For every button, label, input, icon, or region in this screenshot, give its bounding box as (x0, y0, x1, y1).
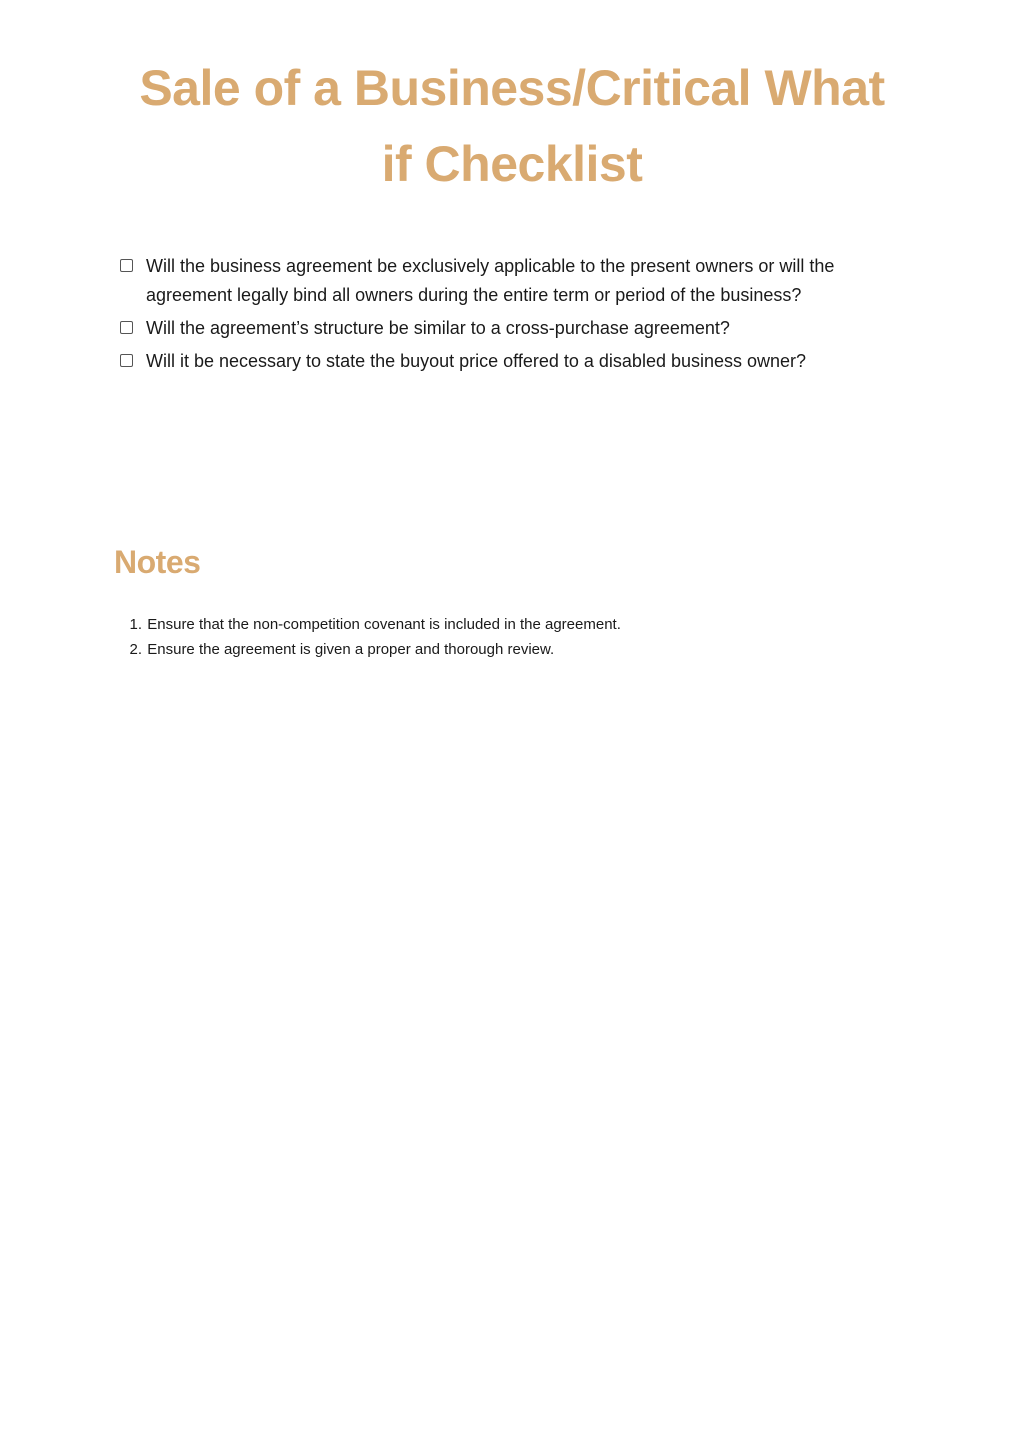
note-number: 1. (129, 616, 142, 633)
checklist-item (118, 347, 908, 376)
checklist (118, 252, 908, 380)
note-text: Ensure that the non-competition covenant is included in the agreement. (147, 616, 621, 633)
page-title: Sale of a Business/Critical What if Checklist (139, 60, 885, 192)
checklist-item (118, 314, 908, 343)
note-text: Ensure the agreement is given a proper and thorough review. (147, 641, 555, 658)
checklist-item-text: Will the business agreement be exclusively applicable to the present owners or will the agreement legally bind all owners during the entire term or period of the business? (146, 256, 835, 305)
note-item (120, 637, 900, 662)
checkbox[interactable] (120, 354, 133, 367)
checklist-item (118, 252, 908, 310)
checklist-item-text: Will it be necessary to state the buyout price offered to a disabled business owner? (146, 351, 807, 371)
checkbox[interactable] (120, 259, 133, 272)
checkbox[interactable] (120, 321, 133, 334)
notes-heading: Notes (114, 544, 201, 580)
note-number: 2. (129, 641, 142, 658)
notes-list (120, 612, 900, 662)
checklist-item-text: Will the agreement’s structure be similar to a cross-purchase agreement? (146, 318, 730, 338)
note-item (120, 612, 900, 637)
